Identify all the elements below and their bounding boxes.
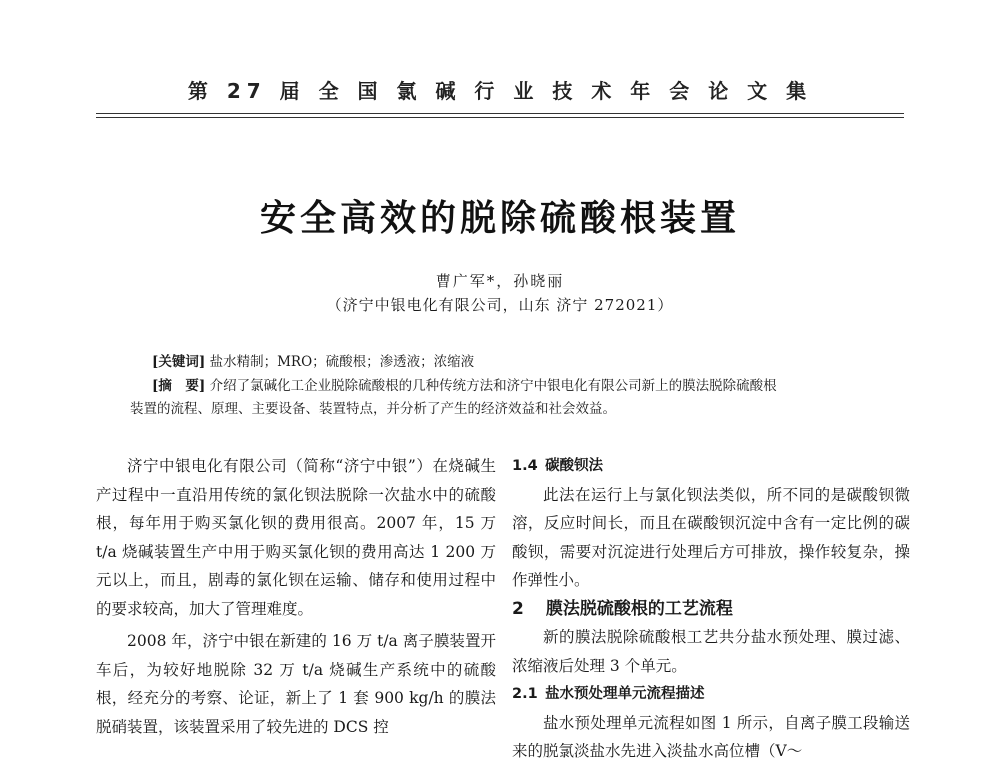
paper-authors: 曹广军*，孙晓丽 [435, 272, 565, 290]
section-1-4-text: 此法在运行上与氯化钡法类似，所不同的是碳酸钡微溶，反应时间长，而且在碳酸钡沉淀中含有一定比例的碳酸钡，需要对沉淀进行处理后方可排放，操作较复杂，操作弹性小。 [512, 485, 910, 589]
abstract-first-line [130, 375, 890, 398]
keywords-text: 盐水精制；MRO；硫酸根；渗透液；浓缩液 [209, 354, 475, 370]
abstract [130, 375, 890, 421]
paper-title: 安全高效的脱除硫酸根装置 [259, 198, 740, 239]
abstract-text-1: 介绍了氯碱化工企业脱除硫酸根的几种传统方法和济宁中银电化有限公司新上的膜法脱除硫酸根 [209, 378, 777, 394]
running-header: 第 27 届 全 国 氯 碱 行 业 技 术 年 会 论 文 集 [187, 79, 813, 103]
section-1-4-number: 1.4 [512, 458, 538, 474]
right-column [512, 452, 910, 766]
abstract-text-2: 装置的流程、原理、主要设备、装置特点，并分析了产生的经济效益和社会效益。 [130, 401, 616, 417]
section-2-1-number: 2.1 [512, 686, 538, 702]
section-2-number: 2 [512, 598, 524, 619]
section-2-title: 膜法脱硫酸根的工艺流程 [545, 598, 733, 619]
keywords-label: [关键词] [152, 354, 206, 370]
section-2-1-title: 盐水预处理单元流程描述 [545, 686, 705, 702]
section-1-4-title: 碳酸钡法 [545, 458, 604, 474]
header-rule-thin [96, 117, 904, 118]
header-rule-thick [96, 113, 904, 114]
section-2-1-text: 盐水预处理单元流程如图 1 所示，自离子膜工段输送来的脱氯淡盐水先进入淡盐水高位槽（V～ [512, 713, 910, 760]
left-column [96, 452, 496, 741]
body-paragraph-1: 济宁中银电化有限公司（简称“济宁中银”）在烧碱生产过程中一直沿用传统的氯化钡法脱除一次盐水中的硫酸根，每年用于购买氯化钡的费用很高。2007 年，15 万 t/a 烧碱装置生产中用于购买氯化钡的费用高达 1 200 万元以上，而且，剧毒的氯化钡在运输、储存和使用过程中的要求较高，加大了管理难度。 [96, 457, 496, 618]
section-1-4-heading [512, 452, 910, 481]
section-2-text: 新的膜法脱除硫酸根工艺共分盐水预处理、膜过滤、浓缩液后处理 3 个单元。 [512, 628, 910, 675]
abstract-label: [摘 要] [152, 378, 206, 394]
body-paragraph-2: 2008 年，济宁中银在新建的 16 万 t/a 离子膜装置开车后，为较好地脱除 32 万 t/a 烧碱生产系统中的硫酸根，经充分的考察、论证，新上了 1 套 900 kg/h 的膜法脱硝装置，该装置采用了较先进的 DCS 控 [96, 632, 496, 736]
paper-affiliation: （济宁中银电化有限公司，山东 济宁 272021） [326, 296, 674, 314]
section-2-heading [512, 595, 910, 624]
section-2-1-heading [512, 680, 910, 709]
keywords [152, 352, 892, 373]
